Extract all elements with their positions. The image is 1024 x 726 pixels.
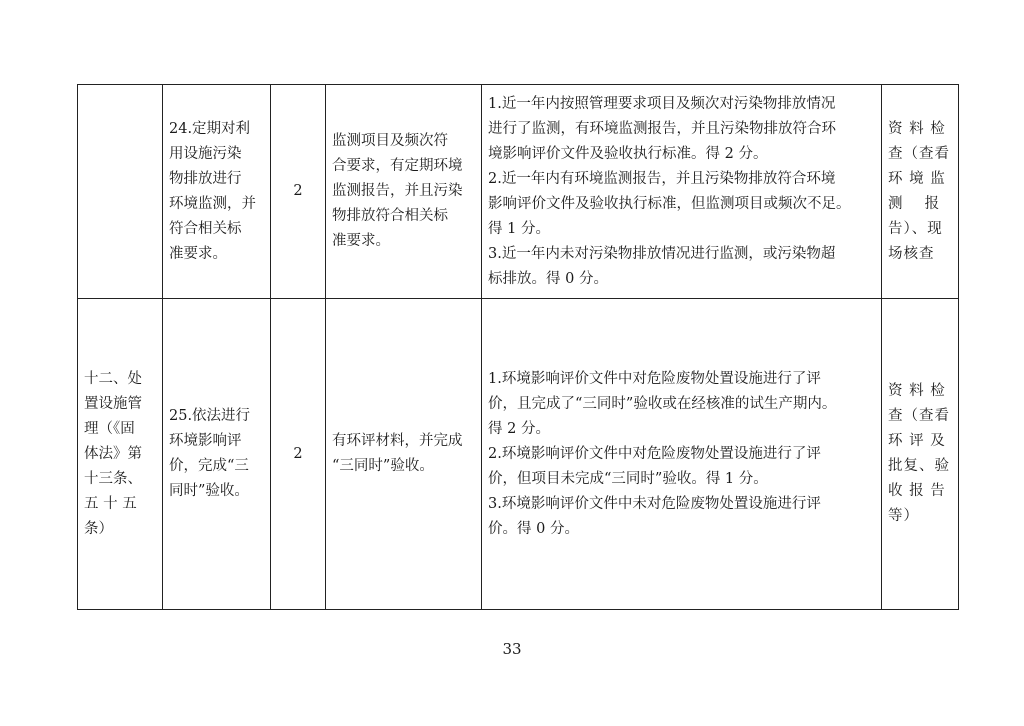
assessment-table (77, 84, 959, 610)
score-cell: 2 (271, 299, 326, 610)
requirement-cell: 有环评材料，并完成 “三同时”验收。 (326, 299, 482, 610)
criteria-cell: 1.环境影响评价文件中对危险废物处置设施进行了评 价，且完成了“三同时”验收或在经核准的试生产期内。 得 2 分。 2.环境影响评价文件中对危险废物处置设施进行了评 价，但项目未完成“三同时”验收。得 1 分。 3.环境影响评价文件中未对危险废物处置设施进行评 价。得 0 分。 (482, 299, 882, 610)
category-cell (78, 85, 163, 299)
item-cell: 25.依法进行 环境影响评 价，完成“三 同时”验收。 (163, 299, 271, 610)
item-cell: 24.定期对利 用设施污染 物排放进行 环境监测，并 符合相关标 准要求。 (163, 85, 271, 299)
table-row (78, 85, 959, 299)
page-number: 33 (502, 640, 522, 658)
method-cell: 资 料 检 查（查看 环 境 监 测 报 告）、现 场核查 (882, 85, 959, 299)
criteria-cell: 1.近一年内按照管理要求项目及频次对污染物排放情况 进行了监测，有环境监测报告，并且污染物排放符合环 境影响评价文件及验收执行标准。得 2 分。 2.近一年内有环境监测报告，并且污染物排放符合环境 影响评价文件及验收执行标准，但监测项目或频次不足。 得 1 分。 3.近一年内未对污染物排放情况进行监测，或污染物超 标排放。得 0 分。 (482, 85, 882, 299)
score-cell: 2 (271, 85, 326, 299)
category-cell: 十二、处 置设施管 理（《固 体法》第 十三条、 五 十 五 条） (78, 299, 163, 610)
table-row (78, 299, 959, 610)
method-cell: 资 料 检 查（查看 环 评 及 批复、验 收 报 告 等） (882, 299, 959, 610)
requirement-cell: 监测项目及频次符 合要求，有定期环境 监测报告，并且污染 物排放符合相关标 准要求。 (326, 85, 482, 299)
